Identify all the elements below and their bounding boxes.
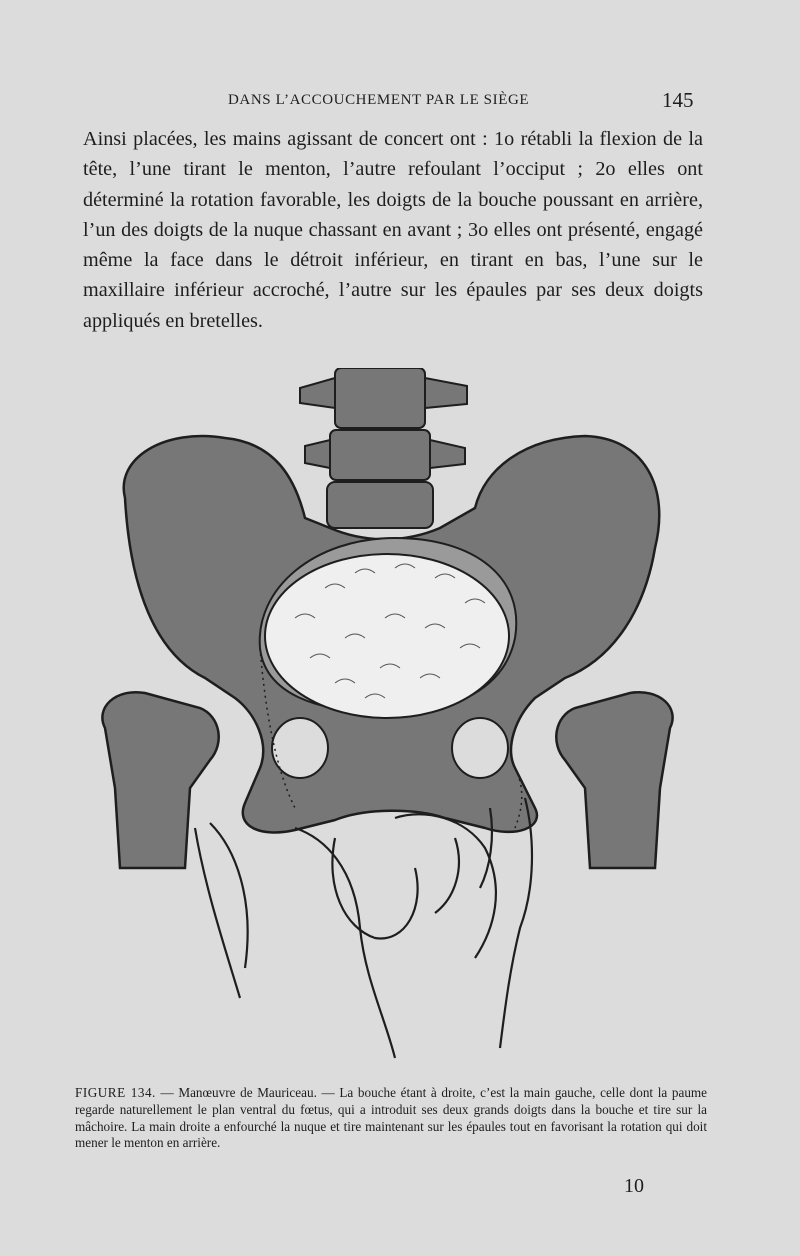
fetal-head bbox=[265, 554, 509, 718]
vertebrae bbox=[300, 368, 467, 528]
signature-mark: 10 bbox=[624, 1175, 644, 1197]
left-femur bbox=[102, 692, 218, 868]
running-head: DANS L’ACCOUCHEMENT PAR LE SIÈGE bbox=[228, 92, 530, 108]
figure-caption-text: — La bouche étant à droite, c’est la main gauche, celle dont la paume regarde naturellement le plan ventral du fœtus, qui a introduit ses deux grands doigts dans la bouche et tire sur la mâchoire. La main droite a enfourché la nuque et tire maintenant sur les épaules tout en favorisant la rotation qui doit mener le menton en arrière. bbox=[75, 1085, 708, 1151]
figure-label: FIGURE 134. bbox=[75, 1085, 156, 1100]
hands bbox=[195, 798, 532, 1058]
pelvis-illustration bbox=[95, 368, 685, 1068]
figure-title: — Manœuvre de Mauriceau. bbox=[160, 1085, 317, 1100]
body-paragraph: Ainsi placées, les mains agissant de concert ont : 1o rétabli la flexion de la tête, l’une tirant le menton, l’autre refoulant l’occiput ; 2o elles ont déterminé la rotation favorable, les doigts de la bouche poussant en arrière, l’un des doigts de la nuque chassant en avant ; 3o elles ont présenté, engagé même la face dans le détroit inférieur, en tirant en bas, l’une sur le maxillaire inférieur accroché, l’autre sur les épaules par ses deux doigts appliqués en bretelles. bbox=[83, 128, 703, 332]
right-femur bbox=[556, 692, 672, 868]
page-number: 145 bbox=[662, 88, 694, 112]
figure-caption bbox=[75, 1085, 707, 1152]
